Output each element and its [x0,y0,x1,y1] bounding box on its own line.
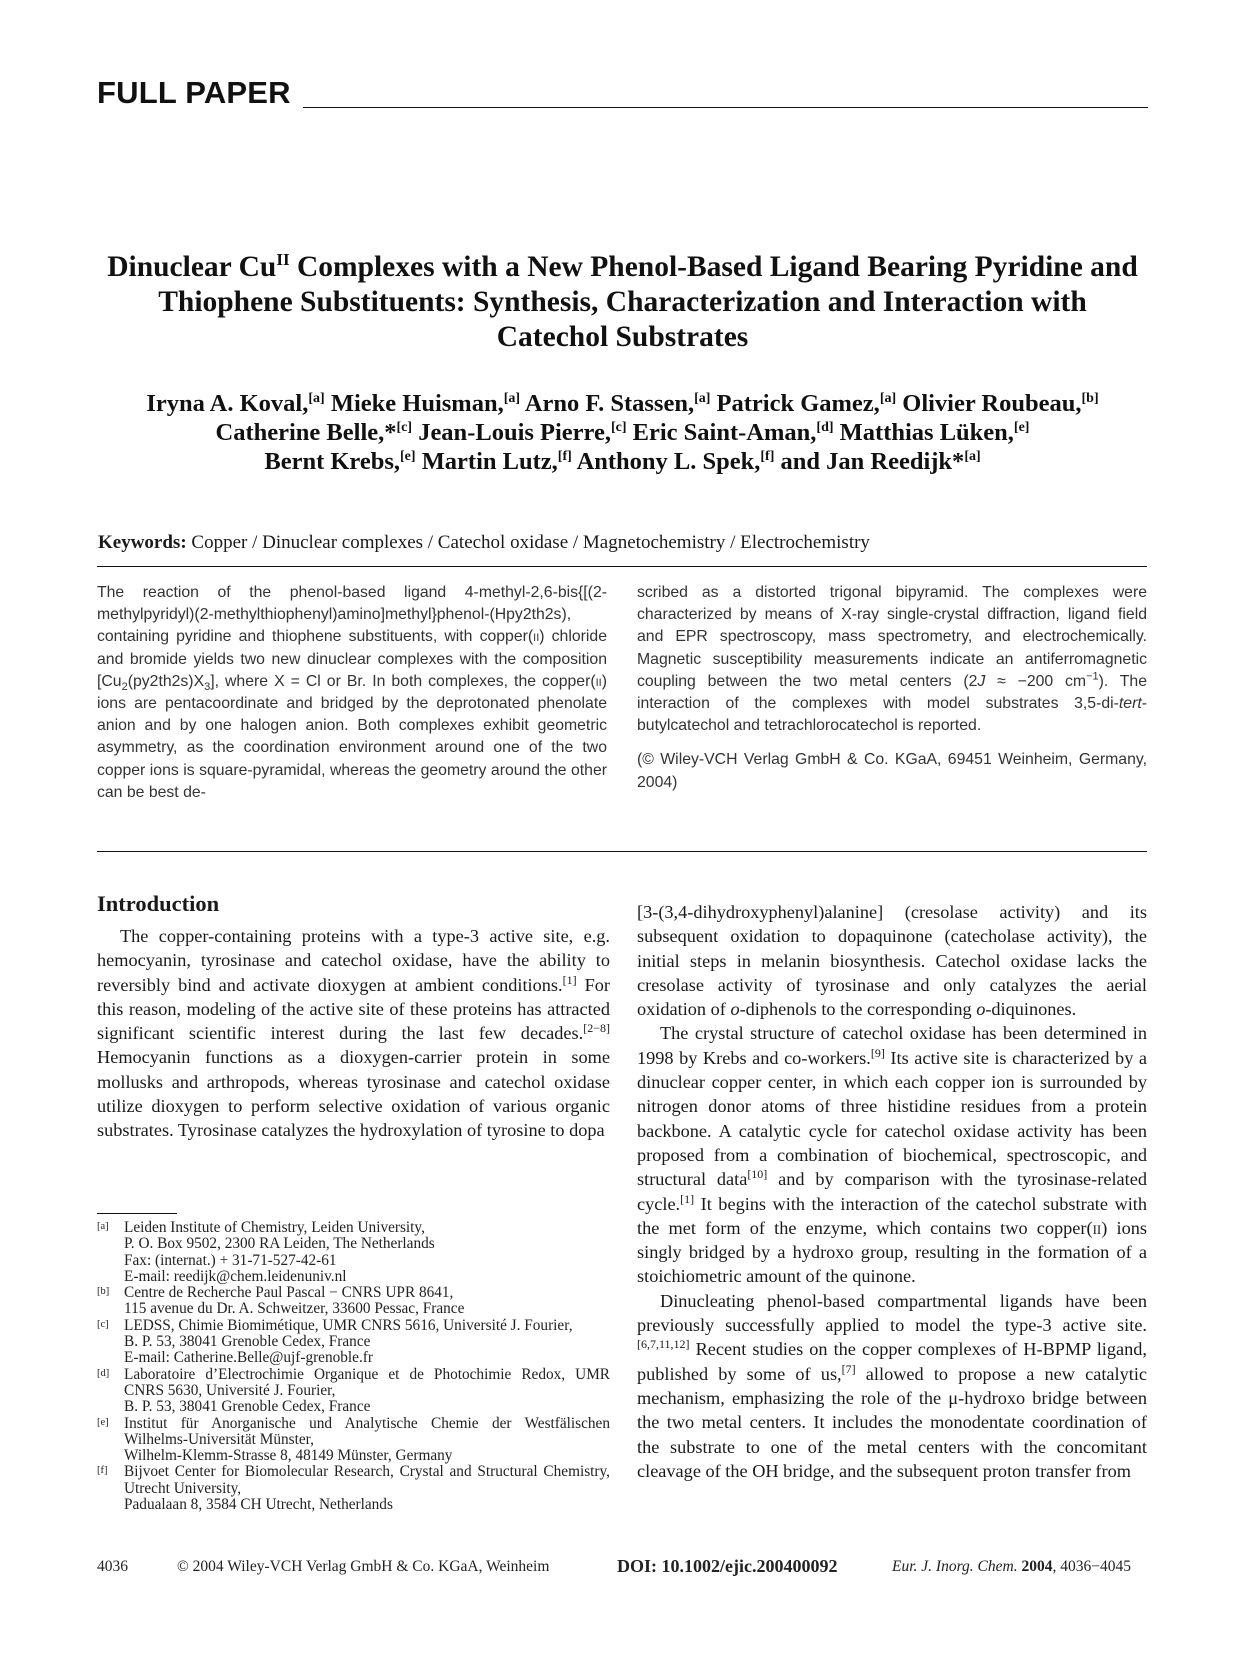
footnote-tag: [f] [97,1465,108,1477]
page-number: 4036 [97,1558,128,1575]
footnote-tag: [a] [97,1221,109,1232]
citation: [10] [747,1167,768,1182]
affiliation-mark: [c] [610,420,627,435]
author [525,390,711,417]
abstract-paragraph: The reaction of the phenol-based ligand 4-methyl-2,6-bis{[(2-methylpyridyl)(2-methylthiophenyl)amino]methyl}phenol-(Hpy2th2s), containing pyridine and thiophene substituents, with copper(ii) chloride and bromide yields two new dinuclear complexes with the composition $[Cu_2(py2th2s)X_3]$, where X = Cl or Br. In both complexes, the copper(ii) ions are pentacoordinate and bridged by the deprotonated phenolate anion and by one halogen anion. Both complexes exhibit geometric asymmetry, as the coordination environment around one of the two copper ions is square-pyramidal, whereas the geometry around the other can be best de- [97,584,607,801]
section-heading: Introduction [97,891,220,916]
affiliation-mark: [b] [1081,391,1099,406]
footnote-line: 115 avenue du Dr. A. Schweitzer, 33600 Pessac, France [124,1300,465,1318]
author-name: Bernt Krebs, [264,448,401,475]
header-rule [303,107,1148,108]
author [840,419,1030,446]
author-name: Iryna A. Koval, [146,390,309,417]
article-title [100,250,1145,355]
affiliation-mark: [f] [760,449,775,464]
body-column-left [97,924,610,1143]
citation: [1] [562,972,577,987]
affiliation-footnote [97,1416,610,1465]
author-name: Anthony L. Spek, [576,448,761,475]
running-header [97,75,1147,115]
footnote-line: Wilhelm-Klemm-Strasse 8, 48149 Münster, Germany [124,1447,453,1465]
author [577,448,775,475]
footnote-line: Laboratoire d’Electrochimie Organique et de Photochimie Redox, UMR CNRS 5630, Université J. Fourier, [124,1365,610,1399]
footnote-line: P. O. Box 9502, 2300 RA Leiden, The Netherlands [124,1235,435,1253]
author-name: Arno F. Stassen, [524,390,695,417]
citation: [9] [870,1045,885,1060]
abstract-copyright: (© Wiley-VCH Verlag GmbH & Co. KGaA, 69451 Weinheim, Germany, 2004) [637,751,1147,791]
footnote-line: B. P. 53, 38041 Grenoble Cedex, France [124,1398,371,1416]
footnote-tag: [b] [97,1286,110,1298]
footnote-line: Bijvoet Center for Biomolecular Research, Crystal and Structural Chemistry, Utrecht University, [124,1463,610,1497]
footnote-line: Fax: (internat.) + 31-71-527-42-61 [124,1251,337,1269]
keywords-text: Copper / Dinuclear complexes / Catechol oxidase / Magnetochemistry / Electrochemistry [186,532,870,553]
footer-copyright: © 2004 Wiley-VCH Verlag GmbH & Co. KGaA, Weinheim [177,1558,550,1575]
body-paragraph: The crystal structure of catechol oxidase has been determined in 1998 by Krebs and co-workers.[9] Its active site is characterized by a dinuclear copper center, in which each copper ion is surrounded by nitrogen donor atoms of three histidine residues from a protein backbone. A catalytic cycle for catechol oxidase activity has been proposed from a combination of biochemical, spectroscopic, and structural data[10] and by comparison with the tyrosinase-related cycle.[1] It begins with the interaction of the catechol substrate with the met form of the enzyme, which contains two copper(ii) ions singly bridged by a hydroxo group, resulting in the formation of a stoichiometric amount of the quinone. [637,1023,1147,1287]
doi: DOI: 10.1002/ejic.200400092 [617,1556,838,1576]
affiliation-mark: [c] [396,420,413,435]
divider-top [97,566,1147,567]
citation: [2−8] [583,1021,610,1036]
author-name: and Jan Reedijk* [780,448,965,475]
keywords [98,531,1148,555]
footnote-rule [97,1213,177,1214]
author-name: Mieke Huisman, [330,390,504,417]
body-paragraph: [3-(3,4-dihydroxyphenyl)alanine] (cresolase activity) and its subsequent oxidation to dopaquinone (catecholase activity), the initial steps in melanin biosynthesis. Catechol oxidase lacks the cresolase activity of tyrosinase and only catalyzes the aerial oxidation of o-diphenols to the corresponding o-diquinones. [637,902,1147,1020]
affiliation-mark: [a] [964,449,981,464]
affiliation-mark: [e] [1013,420,1030,435]
journal-citation: Eur. J. Inorg. Chem. 2004 , 4036−4045 [892,1558,1131,1575]
footnote-tag: [d] [97,1367,110,1379]
footnote-line: E-mail: Catherine.Belle@ujf-grenoble.fr [124,1349,373,1367]
body-paragraph: The copper-containing proteins with a type-3 active site, e.g. hemocyanin, tyrosinase and catechol oxidase, have the ability to reversibly bind and activate dioxygen at ambient conditions.[1] For this reason, modeling of the active site of these proteins has attracted significant scientific interest during the last few decades.[2−8] Hemocyanin functions as a dioxygen-carrier protein in some mollusks and arthropods, whereas tyrosinase and catechol oxidase utilize dioxygen to perform selective oxidation of various organic substrates. Tyrosinase catalyzes the hydroxylation of tyrosine to dopa [97,926,610,1141]
author-name: Matthias Lüken, [839,419,1014,446]
affiliation-footnote [97,1464,610,1513]
author [418,419,626,446]
author [717,390,897,417]
author-list [90,389,1155,476]
affiliation-mark: [a] [879,391,897,406]
section-label: FULL PAPER [97,75,291,110]
author-name: Jean-Louis Pierre, [418,419,611,446]
footnote-line: E-mail: reedijk@chem.leidenuniv.nl [124,1267,347,1285]
affiliation-mark: [f] [557,449,572,464]
citation: [7] [841,1361,856,1376]
author [264,448,415,475]
affiliation-mark: [a] [503,391,521,406]
footnote-tag: [c] [97,1318,109,1330]
footnote-line: Padualaan 8, 3584 CH Utrecht, Netherlands [124,1496,393,1514]
affiliation-mark: [e] [400,449,416,464]
author-name: Eric Saint-Aman, [632,419,817,446]
author [781,448,981,475]
title-part: Complexes with a New Phenol-Based Ligand Bearing Pyridine and Thiophene Substituents: Synthesis, Characterization and Interaction with Catechol Substrates [158,251,1138,353]
keywords-label: Keywords: [98,532,187,553]
title-superscript: II [276,250,290,269]
body-paragraph: Dinucleating phenol-based compartmental ligands have been previously successfully applied to model the type-3 active site.[6,7,11,12] Recent studies on the copper complexes of H-BPMP ligand, published by some of us,[7] allowed to propose a new catalytic mechanism, emphasizing the role of the μ-hydroxo bridge between the two metal centers. It includes the monodentate coordination of the substrate to one of the metal centers with the concomitant cleavage of the OH bridge, and the subsequent proton transfer from [637,1290,1148,1481]
footnote-line: Institut für Anorganische und Analytische Chemie der Westfälischen Wilhelms-Universität Münster, [124,1414,610,1448]
author [146,390,324,417]
footnote-tag: [e] [97,1416,109,1428]
abstract-column-left [97,582,607,804]
affiliation-mark: [a] [308,391,325,406]
author [633,419,834,446]
citation: [1] [680,1191,695,1206]
footnote-line: LEDSS, Chimie Biomimétique, UMR CNRS 5616, Université J. Fourier, [124,1316,573,1334]
affiliation-mark: [a] [694,391,711,406]
page-footer [97,1558,1147,1582]
author-name: Martin Lutz, [421,448,558,475]
affiliation-footnote [97,1285,610,1318]
footnote-line: Leiden Institute of Chemistry, Leiden University, [124,1219,425,1236]
author-name: Catherine Belle,* [215,419,397,446]
body-column-right [637,900,1147,1483]
affiliation-footnote [97,1220,610,1285]
author [216,419,413,446]
citation: [6,7,11,12] [637,1337,690,1352]
abstract-column-right [637,582,1147,794]
footnote-line: Centre de Recherche Paul Pascal − CNRS UPR 8641, [124,1284,454,1302]
footnote-line: B. P. 53, 38041 Grenoble Cedex, France [124,1333,371,1351]
affiliations-footnotes [97,1220,610,1513]
affiliation-mark: [d] [816,420,834,435]
divider-bottom [97,851,1147,852]
abstract-paragraph: scribed as a distorted trigonal bipyramid. The complexes were characterized by means of X-ray single-crystal diffraction, ligand field and EPR spectroscopy, mass spectrometry, and electrochemically. Magnetic susceptibility measurements indicate an antiferromagnetic coupling between the two metal centers (2J ≈ −200 $cm^{-1}$). The interaction of the complexes with model substrates 3,5-di-tert-butylcatechol and tetrachlorocatechol is reported. [637,584,1147,735]
author [422,448,572,475]
affiliation-footnote [97,1318,610,1367]
affiliation-footnote [97,1367,610,1416]
author-name: Olivier Roubeau, [902,390,1082,417]
author [902,390,1098,417]
author-name: Patrick Gamez, [716,390,880,417]
title-part: Dinuclear Cu [107,251,277,283]
author [331,390,520,417]
